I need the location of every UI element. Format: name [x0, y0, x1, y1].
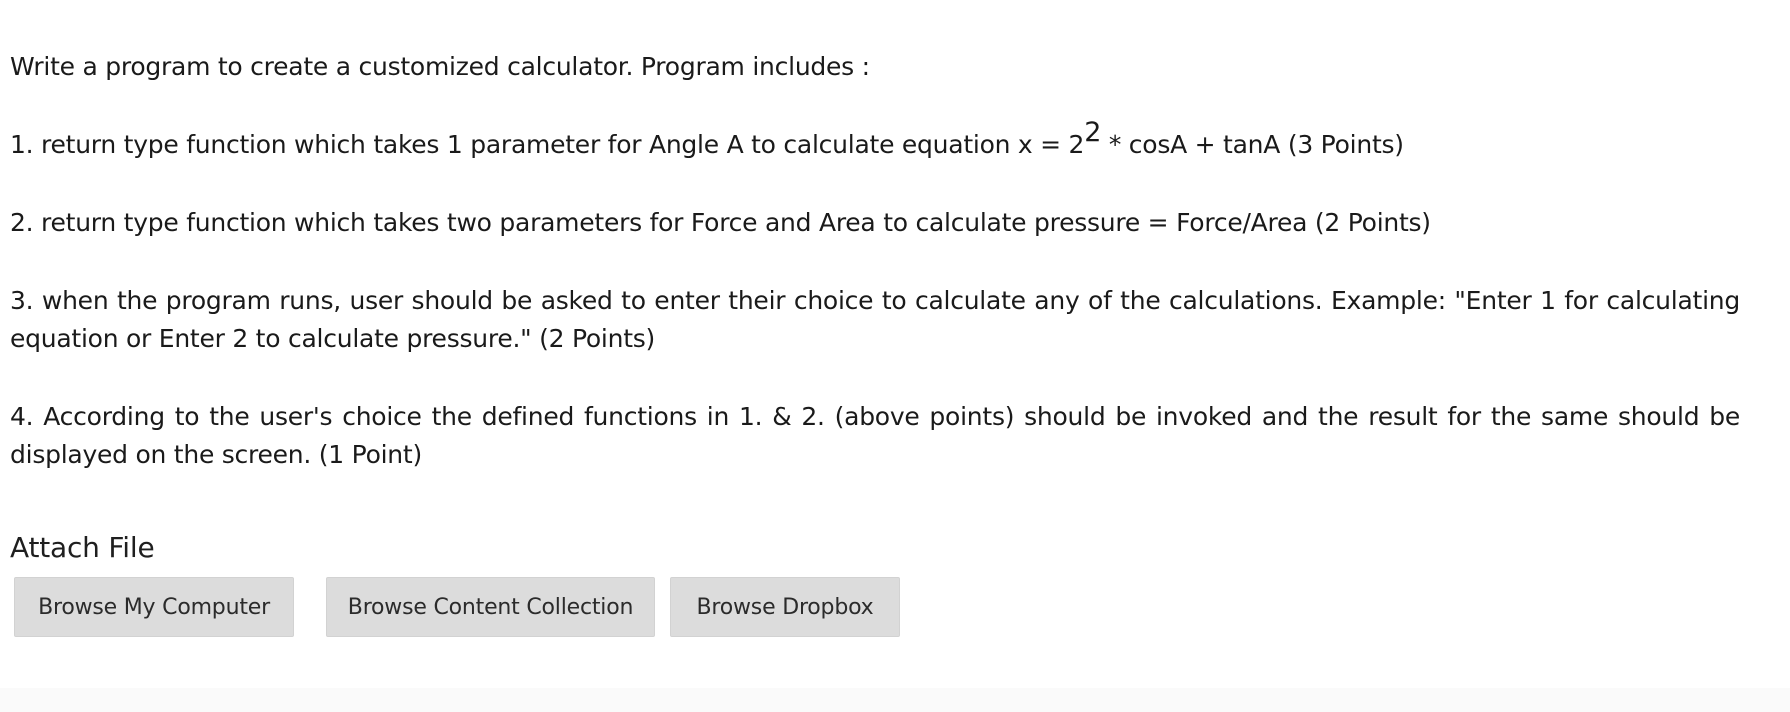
requirement-2: 2. return type function which takes two parameters for Force and Area to calculate pressure = Force/Area (2 Points) — [10, 208, 1431, 237]
requirement-3: 3. when the program runs, user should be asked to enter their choice to calculate any of the calculations. Example: "Enter 1 for calculating equation or Enter 2 to calculate pressure." (2 Points) — [10, 286, 1740, 353]
requirement-1-text: 1. return type function which takes 1 parameter for Angle A to calculate equation x = 2 — [10, 130, 1085, 159]
exponent: 2 — [1084, 117, 1102, 148]
attach-file-heading: Attach File — [10, 531, 155, 564]
browse-dropbox-button[interactable]: Browse Dropbox — [670, 577, 900, 637]
question-intro: Write a program to create a customized calculator. Program includes : — [10, 52, 870, 81]
requirement-1 — [10, 117, 1740, 164]
browse-my-computer-button[interactable]: Browse My Computer — [14, 577, 294, 637]
browse-content-collection-button[interactable]: Browse Content Collection — [326, 577, 655, 637]
question-text — [10, 48, 1740, 514]
requirement-4: 4. According to the user's choice the defined functions in 1. & 2. (above points) should be invoked and the result for the same should be displayed on the screen. (1 Point) — [10, 402, 1740, 469]
footer-band — [0, 688, 1790, 712]
requirement-1-text-end: * cosA + tanA (3 Points) — [1101, 130, 1404, 159]
